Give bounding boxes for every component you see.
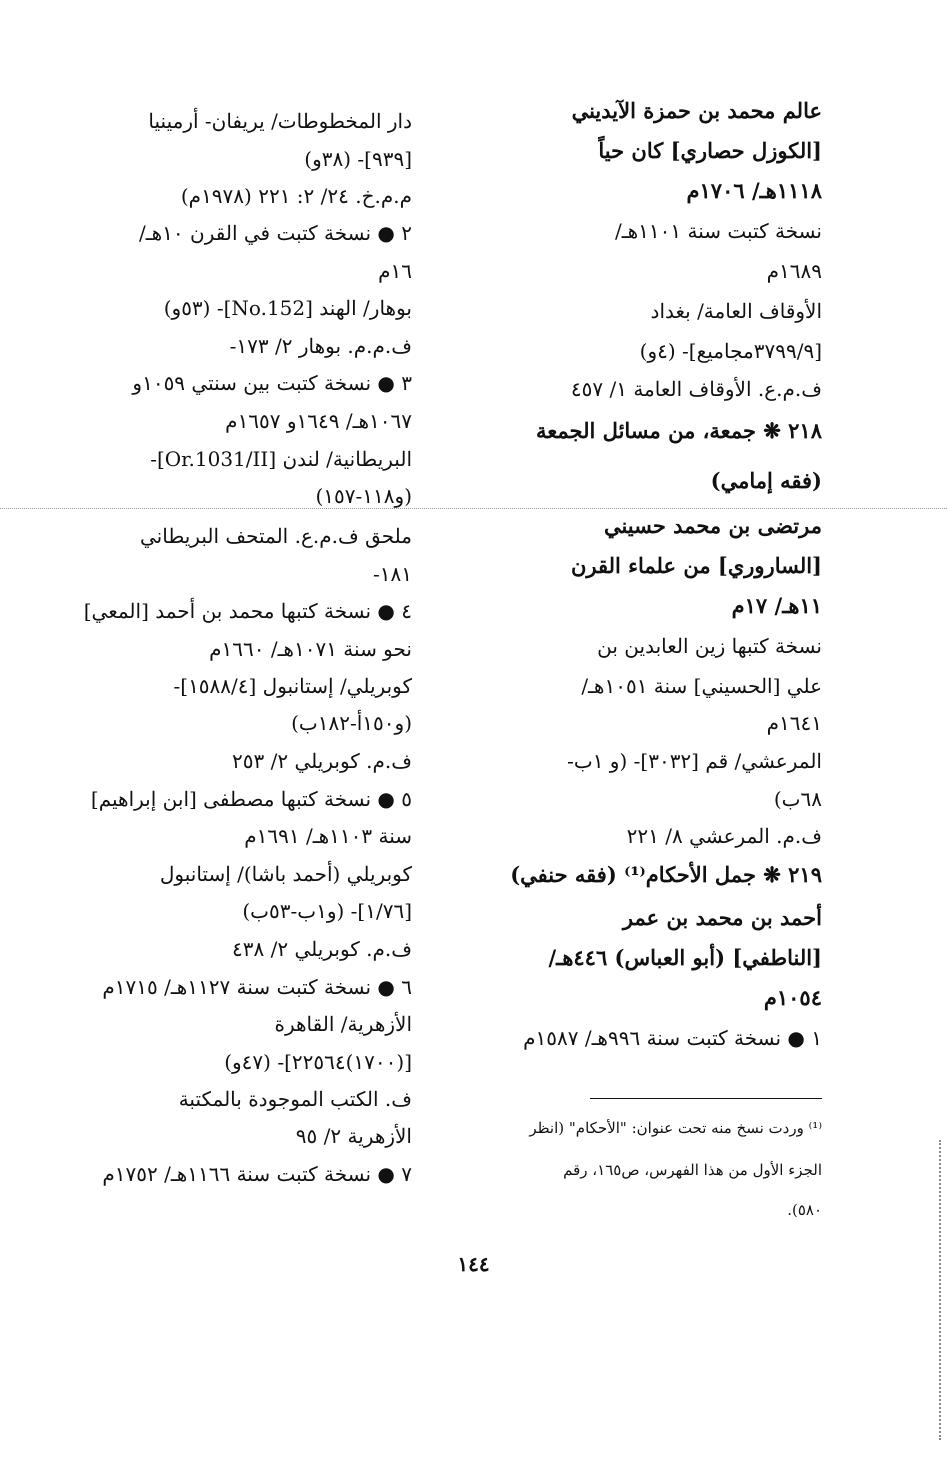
right-line-1: عالم محمد بن حمزة الآيديني — [571, 98, 822, 123]
left-line-8: ٣ ● نسخة كتبت بين سنتي ١٠٥٩و — [132, 371, 412, 395]
left-line-28: الأزهرية ٢/ ٩٥ — [295, 1124, 412, 1148]
left-line-4: ٢ ● نسخة كتبت في القرن ١٠هـ/ — [139, 221, 412, 245]
left-line-11: (و١١٨-١٥٧) — [315, 484, 412, 508]
left-line-21: كوبريلي (أحمد باشا)/ إستانبول — [159, 862, 412, 886]
left-line-13: ١٨١- — [373, 562, 412, 586]
right-line-22: [الناطفي] (أبو العباس) ٤٤٦هـ/ — [548, 945, 822, 970]
left-line-24: ٦ ● نسخة كتبت سنة ١١٢٧هـ/ ١٧١٥م — [102, 975, 412, 999]
right-line-2: [الكوزل حصاري] كان حياً — [598, 138, 822, 163]
left-line-25: الأزهرية/ القاهرة — [274, 1012, 412, 1036]
left-line-14: ٤ ● نسخة كتبها محمد بن أحمد [المعي] — [83, 599, 412, 623]
left-line-16: كوبريلي/ إستانبول [١٥٨٨/٤]- — [173, 674, 412, 698]
page-number: ١٤٤ — [457, 1252, 490, 1276]
right-line-16: ١٦٤١م — [766, 711, 822, 735]
left-line-2: [٩٣٩]- (٣٨و) — [304, 147, 412, 171]
left-line-26: [(١٧٠٠)٢٢٥٦٤]- (٤٧و) — [224, 1050, 412, 1074]
right-line-20: ٢١٩ ❋ جمل الأحكام⁽¹⁾ (فقه حنفي) — [510, 862, 822, 887]
right-line-17: المرعشي/ قم [٣٠٣٢]- (و ١ب- — [567, 749, 822, 773]
left-line-12: ملحق ف.م.ع. المتحف البريطاني — [139, 524, 412, 548]
left-line-3: م.م.خ. ٢٤/ ٢: ٢٢١ (١٩٧٨م) — [180, 184, 412, 208]
left-line-29: ٧ ● نسخة كتبت سنة ١١٦٦هـ/ ١٧٥٢م — [102, 1162, 412, 1186]
scan-artifact-edge — [939, 1140, 941, 1440]
footnote-divider — [590, 1098, 822, 1099]
footnote-line-1: ⁽¹⁾ وردت نسخ منه تحت عنوان: "الأحكام" (انظر — [529, 1119, 822, 1137]
right-line-5: ١٦٨٩م — [766, 259, 822, 283]
footnote-line-2: الجزء الأول من هذا الفهرس، ص١٦٥، رقم — [563, 1161, 822, 1179]
left-line-5: ١٦م — [378, 259, 412, 283]
left-line-22: [١/٧٦]- (و١ب-٥٣ب) — [242, 899, 412, 923]
right-line-24: ١ ● نسخة كتبت سنة ٩٩٦هـ/ ١٥٨٧م — [523, 1026, 822, 1050]
right-line-13: ١١هـ/ ١٧م — [731, 593, 822, 618]
right-line-11: مرتضى بن محمد حسيني — [603, 513, 822, 538]
right-line-12: [الساروري] من علماء القرن — [570, 553, 822, 578]
right-line-3: ١١١٨هـ/ ١٧٠٦م — [686, 178, 822, 203]
right-line-7: [٣٧٩٩/٩مجاميع]- (٤و) — [639, 339, 822, 363]
right-line-18: ٦٨ب) — [773, 787, 822, 811]
right-line-10: (فقه إمامي) — [710, 468, 822, 493]
left-line-18: ف.م. كوبريلي ٢/ ٢٥٣ — [232, 749, 412, 773]
left-line-9: ١٠٦٧هـ/ ١٦٤٩و ١٦٥٧م — [225, 409, 412, 433]
left-line-19: ٥ ● نسخة كتبها مصطفى [ابن إبراهيم] — [90, 787, 412, 811]
right-line-9: ٢١٨ ❋ جمعة، من مسائل الجمعة — [536, 418, 822, 443]
right-line-19: ف.م. المرعشي ٨/ ٢٢١ — [626, 824, 822, 848]
right-line-23: ١٠٥٤م — [763, 985, 822, 1010]
scan-artifact-line — [0, 508, 947, 509]
left-line-20: سنة ١١٠٣هـ/ ١٦٩١م — [244, 824, 412, 848]
footnote-line-3: ٥٨٠). — [787, 1201, 822, 1219]
right-line-4: نسخة كتبت سنة ١١٠١هـ/ — [615, 219, 822, 243]
right-line-6: الأوقاف العامة/ بغداد — [650, 299, 822, 323]
left-line-1: دار المخطوطات/ يريفان- أرمينيا — [148, 109, 412, 133]
left-line-17: (و١٥٠أ-١٨٢ب) — [291, 711, 412, 735]
right-line-21: أحمد بن محمد بن عمر — [622, 905, 822, 930]
left-line-15: نحو سنة ١٠٧١هـ/ ١٦٦٠م — [209, 637, 412, 661]
right-line-8: ف.م.ع. الأوقاف العامة ١/ ٤٥٧ — [570, 377, 822, 401]
left-line-23: ف.م. كوبريلي ٢/ ٤٣٨ — [232, 937, 412, 961]
left-line-27: ف. الكتب الموجودة بالمكتبة — [178, 1087, 412, 1111]
left-line-6: بوهار/ الهند [No.152]- (٥٣و) — [163, 296, 412, 320]
right-line-14: نسخة كتبها زين العابدين بن — [597, 634, 822, 658]
left-line-7: ف.م.م. بوهار ٢/ ١٧٣- — [229, 334, 412, 358]
right-line-15: علي [الحسيني] سنة ١٠٥١هـ/ — [581, 674, 822, 698]
left-line-10: البريطانية/ لندن [Or.1031/II]- — [150, 447, 412, 471]
